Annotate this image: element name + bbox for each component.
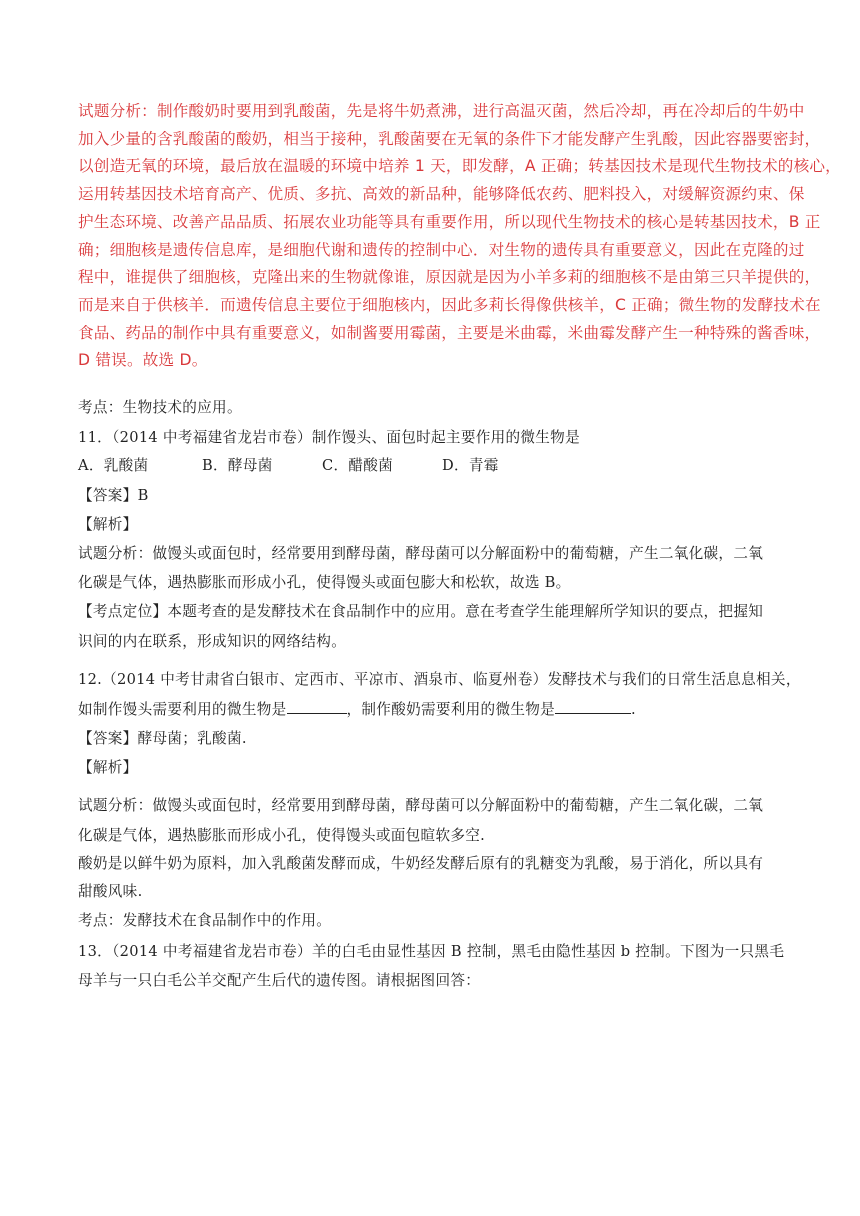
option-a: A．乳酸菌 xyxy=(78,457,149,474)
q11-jiexi-label: 【解析】 xyxy=(78,516,138,533)
q12-answer: 【答案】酵母菌；乳酸菌. xyxy=(78,730,247,747)
q12-text-c: . xyxy=(631,701,636,718)
fill-blank-2[interactable] xyxy=(555,699,631,714)
q11-kaodian-dingwei: 识间的内在联系，形成知识的网络结构。 xyxy=(78,633,347,650)
q12-text-a: 如制作馒头需要利用的微生物是 xyxy=(78,701,287,718)
q12-stem: 12.（2014 中考甘肃省白银市、定西市、平凉市、酒泉市、临夏州卷）发酵技术与我们的日常生活息息相关， xyxy=(78,671,801,688)
q11-kaodian-dingwei: 【考点定位】本题考查的是发酵技术在食品制作中的应用。意在考查学生能理解所学知识的要点，把握知 xyxy=(78,603,764,620)
q12-text-b: ，制作酸奶需要利用的微生物是 xyxy=(346,701,556,718)
q11-stem: 11．（2014 中考福建省龙岩市卷）制作馒头、面包时起主要作用的微生物是 xyxy=(78,429,580,446)
option-d: D．青霉 xyxy=(442,457,499,474)
analysis-line: 运用转基因技术培育高产、优质、多抗、高效的新品种，能够降低农药、肥料投入，对缓解资源约束、保 xyxy=(78,185,805,204)
q11-analysis: 化碳是气体，遇热膨胀而形成小孔，使得馒头或面包膨大和松软，故选 B。 xyxy=(78,574,571,591)
q12-analysis: 酸奶是以鲜牛奶为原料，加入乳酸菌发酵而成，牛奶经发酵后原有的乳糖变为乳酸，易于消化，所以具有 xyxy=(78,855,764,872)
fill-blank-1[interactable] xyxy=(287,699,347,714)
analysis-line: 以创造无氧的环境，最后放在温暖的环境中培养 1 天，即发酵，A 正确；转基因技术是现代生物技术的核心， xyxy=(78,157,841,176)
q12-stem-line2 xyxy=(78,698,636,719)
analysis-line: 食品、药品的制作中具有重要意义，如制酱要用霉菌，主要是米曲霉，米曲霉发酵产生一种特殊的酱香味， xyxy=(78,323,821,342)
q12-kaodian: 考点：发酵技术在食品制作中的作用。 xyxy=(78,912,332,929)
analysis-line: D 错误。故选 D。 xyxy=(78,351,208,370)
analysis-line: 程中，谁提供了细胞核，克隆出来的生物就像谁，原因就是因为小羊多莉的细胞核不是由第三只羊提供的， xyxy=(78,268,821,287)
option-c: C．醋酸菌 xyxy=(322,457,394,474)
analysis-line: 加入少量的含乳酸菌的酸奶，相当于接种，乳酸菌要在无氧的条件下才能发酵产生乳酸，因此容器要密封， xyxy=(78,129,821,148)
q10-kaodian: 考点：生物技术的应用。 xyxy=(78,399,242,416)
analysis-line: 护生态环境、改善产品品质、拓展农业功能等具有重要作用，所以现代生物技术的核心是转基因技术，B 正 xyxy=(78,212,821,231)
q12-analysis: 化碳是气体，遇热膨胀而形成小孔，使得馒头或面包暄软多空. xyxy=(78,827,486,844)
q13-stem: 13．（2014 中考福建省龙岩市卷）羊的白毛由显性基因 B 控制，黑毛由隐性基因 b 控制。下图为一只黑毛 xyxy=(78,943,785,960)
q11-options xyxy=(78,454,499,475)
q13-stem: 母羊与一只白毛公羊交配产生后代的遗传图。请根据图回答： xyxy=(78,972,481,989)
analysis-line: 试题分析：制作酸奶时要用到乳酸菌，先是将牛奶煮沸，进行高温灭菌，然后冷却，再在冷却后的牛奶中 xyxy=(78,102,805,120)
option-b: B．酵母菌 xyxy=(202,457,273,474)
q12-jiexi-label: 【解析】 xyxy=(78,759,138,776)
q11-analysis: 试题分析：做馒头或面包时，经常要用到酵母菌，酵母菌可以分解面粉中的葡萄糖，产生二氧化碳，二氧 xyxy=(78,545,764,562)
analysis-line: 而是来自于供核羊．而遗传信息主要位于细胞核内，因此多莉长得像供核羊，C 正确；微生物的发酵技术在 xyxy=(78,295,821,314)
q10-analysis-red xyxy=(78,98,841,375)
analysis-line: 确；细胞核是遗传信息库，是细胞代谢和遗传的控制中心．对生物的遗传具有重要意义，因此在克隆的过 xyxy=(78,240,805,259)
q11-answer: 【答案】B xyxy=(78,487,149,504)
q12-analysis: 甜酸风味. xyxy=(78,883,143,900)
q12-analysis: 试题分析：做馒头或面包时，经常要用到酵母菌，酵母菌可以分解面粉中的葡萄糖，产生二氧化碳，二氧 xyxy=(78,797,764,814)
